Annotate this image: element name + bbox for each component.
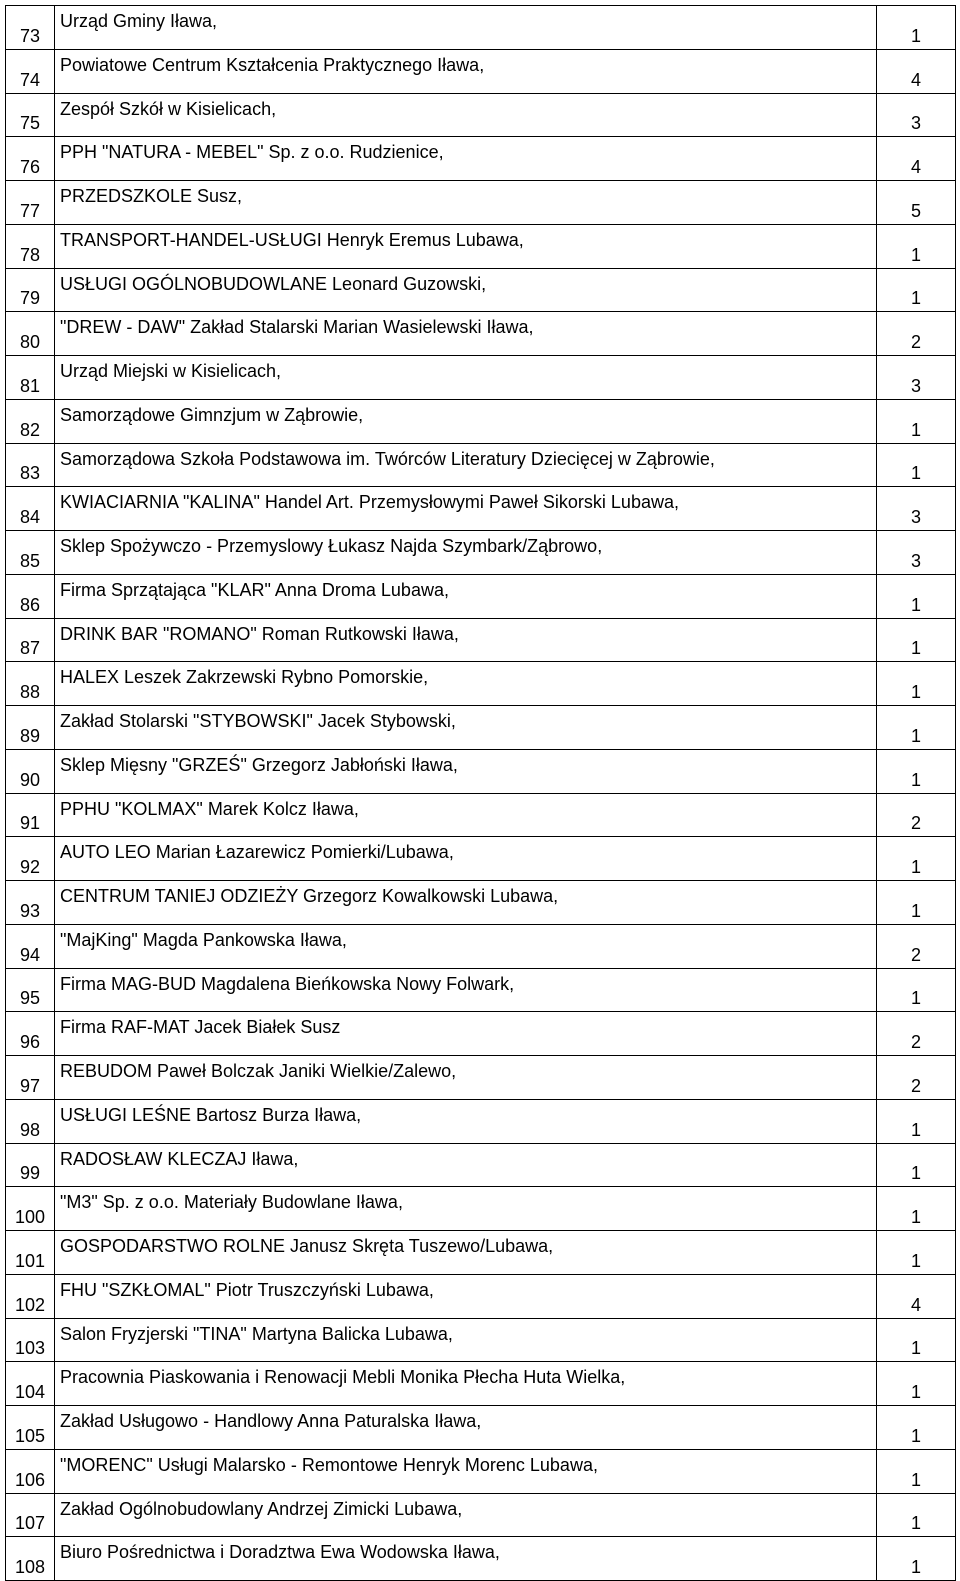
row-number: 83 — [6, 443, 55, 487]
organization-name: Urząd Gminy Iława, — [55, 6, 877, 50]
table-row — [6, 1187, 956, 1231]
organization-name: PPHU "KOLMAX" Marek Kolcz Iława, — [55, 793, 877, 837]
table-row — [6, 706, 956, 750]
quantity: 2 — [877, 793, 956, 837]
organization-name: CENTRUM TANIEJ ODZIEŻY Grzegorz Kowalkowski Lubawa, — [55, 881, 877, 925]
quantity: 1 — [877, 224, 956, 268]
row-number: 85 — [6, 531, 55, 575]
table-row — [6, 749, 956, 793]
organization-name: Sklep Mięsny "GRZEŚ" Grzegorz Jabłoński Iława, — [55, 749, 877, 793]
quantity: 1 — [877, 749, 956, 793]
quantity: 1 — [877, 1493, 956, 1537]
table-row — [6, 49, 956, 93]
row-number: 94 — [6, 924, 55, 968]
table-body — [6, 6, 956, 1581]
table-row — [6, 1143, 956, 1187]
row-number: 106 — [6, 1449, 55, 1493]
quantity: 1 — [877, 1362, 956, 1406]
table-row — [6, 531, 956, 575]
table-row — [6, 662, 956, 706]
table-row — [6, 1012, 956, 1056]
row-number: 78 — [6, 224, 55, 268]
table-row — [6, 6, 956, 50]
organization-name: Powiatowe Centrum Kształcenia Praktycznego Iława, — [55, 49, 877, 93]
quantity: 2 — [877, 312, 956, 356]
quantity: 1 — [877, 1231, 956, 1275]
row-number: 104 — [6, 1362, 55, 1406]
table-row — [6, 968, 956, 1012]
quantity: 1 — [877, 662, 956, 706]
organization-name: Samorządowe Gimnzjum w Ząbrowie, — [55, 399, 877, 443]
quantity: 1 — [877, 1537, 956, 1581]
table-row — [6, 268, 956, 312]
organization-name: REBUDOM Paweł Bolczak Janiki Wielkie/Zalewo, — [55, 1056, 877, 1100]
row-number: 79 — [6, 268, 55, 312]
quantity: 2 — [877, 924, 956, 968]
quantity: 1 — [877, 706, 956, 750]
organization-name: HALEX Leszek Zakrzewski Rybno Pomorskie, — [55, 662, 877, 706]
table-row — [6, 1274, 956, 1318]
organization-name: Zakład Usługowo - Handlowy Anna Paturalska Iława, — [55, 1406, 877, 1450]
table-row — [6, 224, 956, 268]
organization-name: FHU "SZKŁOMAL" Piotr Truszczyński Lubawa, — [55, 1274, 877, 1318]
organization-name: RADOSŁAW KLECZAJ Iława, — [55, 1143, 877, 1187]
quantity: 1 — [877, 268, 956, 312]
table-row — [6, 1449, 956, 1493]
quantity: 3 — [877, 356, 956, 400]
table-row — [6, 1493, 956, 1537]
row-number: 88 — [6, 662, 55, 706]
table-row — [6, 399, 956, 443]
row-number: 93 — [6, 881, 55, 925]
organization-name: Urząd Miejski w Kisielicach, — [55, 356, 877, 400]
row-number: 77 — [6, 181, 55, 225]
table-row — [6, 618, 956, 662]
quantity: 1 — [877, 1099, 956, 1143]
organization-name: Sklep Spożywczo - Przemyslowy Łukasz Najda Szymbark/Ząbrowo, — [55, 531, 877, 575]
table-row — [6, 312, 956, 356]
table-row — [6, 881, 956, 925]
table-row — [6, 924, 956, 968]
row-number: 76 — [6, 137, 55, 181]
quantity: 1 — [877, 837, 956, 881]
row-number: 92 — [6, 837, 55, 881]
quantity: 2 — [877, 1012, 956, 1056]
table-row — [6, 1406, 956, 1450]
row-number: 98 — [6, 1099, 55, 1143]
organization-name: Firma MAG-BUD Magdalena Bieńkowska Nowy Folwark, — [55, 968, 877, 1012]
quantity: 1 — [877, 399, 956, 443]
organization-name: USŁUGI LEŚNE Bartosz Burza Iława, — [55, 1099, 877, 1143]
organization-name: TRANSPORT-HANDEL-USŁUGI Henryk Eremus Lubawa, — [55, 224, 877, 268]
organization-name: Zakład Stolarski "STYBOWSKI" Jacek Stybowski, — [55, 706, 877, 750]
table-row — [6, 443, 956, 487]
quantity: 1 — [877, 6, 956, 50]
row-number: 102 — [6, 1274, 55, 1318]
organization-name: PPH "NATURA - MEBEL" Sp. z o.o. Rudzienice, — [55, 137, 877, 181]
row-number: 90 — [6, 749, 55, 793]
row-number: 97 — [6, 1056, 55, 1100]
organization-name: PRZEDSZKOLE Susz, — [55, 181, 877, 225]
row-number: 84 — [6, 487, 55, 531]
row-number: 91 — [6, 793, 55, 837]
quantity: 1 — [877, 1449, 956, 1493]
row-number: 82 — [6, 399, 55, 443]
quantity: 2 — [877, 1056, 956, 1100]
organization-name: USŁUGI OGÓLNOBUDOWLANE Leonard Guzowski, — [55, 268, 877, 312]
quantity: 5 — [877, 181, 956, 225]
table-row — [6, 181, 956, 225]
quantity: 4 — [877, 1274, 956, 1318]
table-row — [6, 1537, 956, 1581]
quantity: 3 — [877, 93, 956, 137]
row-number: 89 — [6, 706, 55, 750]
quantity: 3 — [877, 531, 956, 575]
quantity: 3 — [877, 487, 956, 531]
row-number: 105 — [6, 1406, 55, 1450]
organization-name: "DREW - DAW" Zakład Stalarski Marian Wasielewski Iława, — [55, 312, 877, 356]
organization-name: Zakład Ogólnobudowlany Andrzej Zimicki Lubawa, — [55, 1493, 877, 1537]
table-row — [6, 1318, 956, 1362]
row-number: 86 — [6, 574, 55, 618]
row-number: 101 — [6, 1231, 55, 1275]
quantity: 1 — [877, 618, 956, 662]
organization-name: "MORENC" Usługi Malarsko - Remontowe Henryk Morenc Lubawa, — [55, 1449, 877, 1493]
row-number: 80 — [6, 312, 55, 356]
row-number: 108 — [6, 1537, 55, 1581]
organization-name: GOSPODARSTWO ROLNE Janusz Skręta Tuszewo/Lubawa, — [55, 1231, 877, 1275]
table-row — [6, 793, 956, 837]
table-row — [6, 93, 956, 137]
quantity: 1 — [877, 1143, 956, 1187]
row-number: 103 — [6, 1318, 55, 1362]
organization-name: AUTO LEO Marian Łazarewicz Pomierki/Lubawa, — [55, 837, 877, 881]
row-number: 95 — [6, 968, 55, 1012]
row-number: 75 — [6, 93, 55, 137]
organization-name: "MajKing" Magda Pankowska Iława, — [55, 924, 877, 968]
organization-name: Zespół Szkół w Kisielicach, — [55, 93, 877, 137]
organizations-table — [5, 5, 956, 1581]
row-number: 100 — [6, 1187, 55, 1231]
table-row — [6, 356, 956, 400]
quantity: 1 — [877, 1187, 956, 1231]
table-row — [6, 137, 956, 181]
organization-name: Salon Fryzjerski "TINA" Martyna Balicka Lubawa, — [55, 1318, 877, 1362]
quantity: 1 — [877, 968, 956, 1012]
organization-name: Firma Sprzątająca "KLAR" Anna Droma Lubawa, — [55, 574, 877, 618]
organization-name: Pracownia Piaskowania i Renowacji Mebli Monika Płecha Huta Wielka, — [55, 1362, 877, 1406]
quantity: 1 — [877, 1318, 956, 1362]
organization-name: DRINK BAR "ROMANO" Roman Rutkowski Iława, — [55, 618, 877, 662]
row-number: 87 — [6, 618, 55, 662]
organization-name: Firma RAF-MAT Jacek Białek Susz — [55, 1012, 877, 1056]
quantity: 1 — [877, 574, 956, 618]
organization-name: Samorządowa Szkoła Podstawowa im. Twórców Literatury Dziecięcej w Ząbrowie, — [55, 443, 877, 487]
quantity: 1 — [877, 443, 956, 487]
row-number: 107 — [6, 1493, 55, 1537]
organization-name: Biuro Pośrednictwa i Doradztwa Ewa Wodowska Iława, — [55, 1537, 877, 1581]
table-row — [6, 1099, 956, 1143]
row-number: 73 — [6, 6, 55, 50]
row-number: 81 — [6, 356, 55, 400]
quantity: 1 — [877, 881, 956, 925]
row-number: 74 — [6, 49, 55, 93]
row-number: 96 — [6, 1012, 55, 1056]
quantity: 4 — [877, 137, 956, 181]
organization-name: KWIACIARNIA "KALINA" Handel Art. Przemysłowymi Paweł Sikorski Lubawa, — [55, 487, 877, 531]
table-row — [6, 574, 956, 618]
row-number: 99 — [6, 1143, 55, 1187]
table-row — [6, 487, 956, 531]
quantity: 4 — [877, 49, 956, 93]
quantity: 1 — [877, 1406, 956, 1450]
table-row — [6, 1056, 956, 1100]
organization-name: "M3" Sp. z o.o. Materiały Budowlane Iława, — [55, 1187, 877, 1231]
table-row — [6, 837, 956, 881]
table-row — [6, 1362, 956, 1406]
table-row — [6, 1231, 956, 1275]
